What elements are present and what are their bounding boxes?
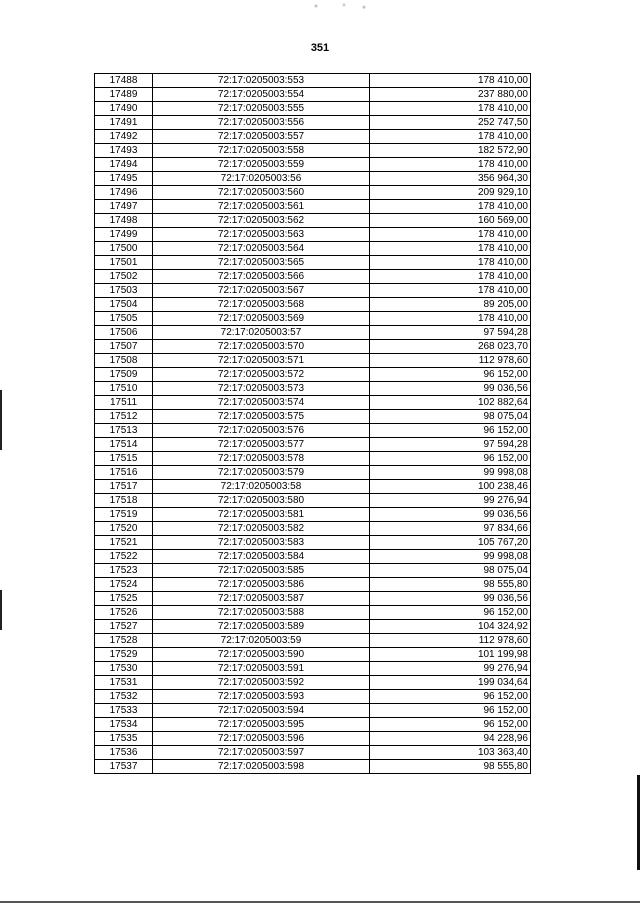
table-row bbox=[95, 480, 531, 494]
row-number-cell: 17500 bbox=[95, 242, 153, 256]
row-number-cell: 17498 bbox=[95, 214, 153, 228]
table-row bbox=[95, 536, 531, 550]
cadastral-number-cell: 72:17:0205003:569 bbox=[153, 312, 370, 326]
table-row bbox=[95, 508, 531, 522]
cadastral-value-cell: 99 036,56 bbox=[370, 508, 531, 522]
row-number-cell: 17526 bbox=[95, 606, 153, 620]
cadastral-number-cell: 72:17:0205003:592 bbox=[153, 676, 370, 690]
cadastral-value-cell: 252 747,50 bbox=[370, 116, 531, 130]
row-number-cell: 17529 bbox=[95, 648, 153, 662]
table-row bbox=[95, 242, 531, 256]
cadastral-number-cell: 72:17:0205003:559 bbox=[153, 158, 370, 172]
row-number-cell: 17509 bbox=[95, 368, 153, 382]
cadastral-number-cell: 72:17:0205003:581 bbox=[153, 508, 370, 522]
page-number: 351 bbox=[310, 42, 330, 54]
table-row bbox=[95, 326, 531, 340]
cadastral-value-cell: 105 767,20 bbox=[370, 536, 531, 550]
cadastral-value-cell: 102 882,64 bbox=[370, 396, 531, 410]
cadastral-value-cell: 98 075,04 bbox=[370, 410, 531, 424]
cadastral-number-cell: 72:17:0205003:561 bbox=[153, 200, 370, 214]
cadastral-value-cell: 98 555,80 bbox=[370, 578, 531, 592]
cadastral-value-cell: 98 555,80 bbox=[370, 760, 531, 774]
cadastral-value-cell: 178 410,00 bbox=[370, 284, 531, 298]
row-number-cell: 17519 bbox=[95, 508, 153, 522]
cadastral-number-cell: 72:17:0205003:554 bbox=[153, 88, 370, 102]
cadastral-number-cell: 72:17:0205003:568 bbox=[153, 298, 370, 312]
table-row bbox=[95, 424, 531, 438]
row-number-cell: 17495 bbox=[95, 172, 153, 186]
cadastral-number-cell: 72:17:0205003:574 bbox=[153, 396, 370, 410]
row-number-cell: 17530 bbox=[95, 662, 153, 676]
cadastral-value-cell: 178 410,00 bbox=[370, 74, 531, 88]
cadastral-number-cell: 72:17:0205003:567 bbox=[153, 284, 370, 298]
cadastral-number-cell: 72:17:0205003:572 bbox=[153, 368, 370, 382]
table-row bbox=[95, 634, 531, 648]
row-number-cell: 17507 bbox=[95, 340, 153, 354]
row-number-cell: 17537 bbox=[95, 760, 153, 774]
table-row bbox=[95, 648, 531, 662]
cadastral-number-cell: 72:17:0205003:582 bbox=[153, 522, 370, 536]
cadastral-value-cell: 178 410,00 bbox=[370, 102, 531, 116]
table-row bbox=[95, 340, 531, 354]
cadastral-number-cell: 72:17:0205003:589 bbox=[153, 620, 370, 634]
table-row bbox=[95, 466, 531, 480]
cadastral-number-cell: 72:17:0205003:590 bbox=[153, 648, 370, 662]
row-number-cell: 17503 bbox=[95, 284, 153, 298]
row-number-cell: 17504 bbox=[95, 298, 153, 312]
cadastral-value-cell: 209 929,10 bbox=[370, 186, 531, 200]
cadastral-number-cell: 72:17:0205003:564 bbox=[153, 242, 370, 256]
scan-edge-left-upper bbox=[0, 390, 2, 450]
row-number-cell: 17524 bbox=[95, 578, 153, 592]
cadastral-value-cell: 96 152,00 bbox=[370, 368, 531, 382]
row-number-cell: 17532 bbox=[95, 690, 153, 704]
row-number-cell: 17501 bbox=[95, 256, 153, 270]
row-number-cell: 17516 bbox=[95, 466, 153, 480]
cadastral-number-cell: 72:17:0205003:585 bbox=[153, 564, 370, 578]
row-number-cell: 17512 bbox=[95, 410, 153, 424]
scan-edge-left-lower bbox=[0, 590, 2, 630]
cadastral-value-cell: 104 324,92 bbox=[370, 620, 531, 634]
row-number-cell: 17514 bbox=[95, 438, 153, 452]
table-row bbox=[95, 676, 531, 690]
row-number-cell: 17502 bbox=[95, 270, 153, 284]
cadastral-value-cell: 199 034,64 bbox=[370, 676, 531, 690]
cadastral-number-cell: 72:17:0205003:59 bbox=[153, 634, 370, 648]
cadastral-value-cell: 237 880,00 bbox=[370, 88, 531, 102]
cadastral-number-cell: 72:17:0205003:594 bbox=[153, 704, 370, 718]
row-number-cell: 17506 bbox=[95, 326, 153, 340]
row-number-cell: 17533 bbox=[95, 704, 153, 718]
cadastral-value-cell: 178 410,00 bbox=[370, 270, 531, 284]
cadastral-number-cell: 72:17:0205003:578 bbox=[153, 452, 370, 466]
table-row bbox=[95, 620, 531, 634]
table-row bbox=[95, 214, 531, 228]
cadastral-number-cell: 72:17:0205003:553 bbox=[153, 74, 370, 88]
cadastral-value-cell: 101 199,98 bbox=[370, 648, 531, 662]
row-number-cell: 17515 bbox=[95, 452, 153, 466]
cadastral-value-cell: 99 036,56 bbox=[370, 592, 531, 606]
cadastral-number-cell: 72:17:0205003:596 bbox=[153, 732, 370, 746]
row-number-cell: 17523 bbox=[95, 564, 153, 578]
table-row bbox=[95, 186, 531, 200]
table-row bbox=[95, 396, 531, 410]
cadastral-value-cell: 178 410,00 bbox=[370, 228, 531, 242]
cadastral-number-cell: 72:17:0205003:560 bbox=[153, 186, 370, 200]
table-row bbox=[95, 116, 531, 130]
row-number-cell: 17521 bbox=[95, 536, 153, 550]
cadastral-value-cell: 268 023,70 bbox=[370, 340, 531, 354]
cadastral-value-cell: 96 152,00 bbox=[370, 704, 531, 718]
table-row bbox=[95, 564, 531, 578]
row-number-cell: 17505 bbox=[95, 312, 153, 326]
cadastral-value-cell: 103 363,40 bbox=[370, 746, 531, 760]
row-number-cell: 17520 bbox=[95, 522, 153, 536]
cadastral-number-cell: 72:17:0205003:593 bbox=[153, 690, 370, 704]
cadastral-number-cell: 72:17:0205003:58 bbox=[153, 480, 370, 494]
cadastral-value-cell: 89 205,00 bbox=[370, 298, 531, 312]
cadastral-number-cell: 72:17:0205003:563 bbox=[153, 228, 370, 242]
table-row bbox=[95, 382, 531, 396]
scan-noise-mark bbox=[300, 0, 380, 12]
table-row bbox=[95, 592, 531, 606]
cadastral-value-cell: 99 998,08 bbox=[370, 550, 531, 564]
cadastral-value-cell: 96 152,00 bbox=[370, 690, 531, 704]
cadastral-number-cell: 72:17:0205003:570 bbox=[153, 340, 370, 354]
row-number-cell: 17496 bbox=[95, 186, 153, 200]
table-row bbox=[95, 298, 531, 312]
table-row bbox=[95, 200, 531, 214]
cadastral-value-cell: 112 978,60 bbox=[370, 354, 531, 368]
row-number-cell: 17511 bbox=[95, 396, 153, 410]
cadastral-value-cell: 178 410,00 bbox=[370, 256, 531, 270]
table-row bbox=[95, 144, 531, 158]
cadastral-number-cell: 72:17:0205003:579 bbox=[153, 466, 370, 480]
cadastral-number-cell: 72:17:0205003:580 bbox=[153, 494, 370, 508]
cadastral-number-cell: 72:17:0205003:56 bbox=[153, 172, 370, 186]
table-row bbox=[95, 662, 531, 676]
cadastral-number-cell: 72:17:0205003:598 bbox=[153, 760, 370, 774]
cadastral-value-cell: 112 978,60 bbox=[370, 634, 531, 648]
cadastral-value-cell: 100 238,46 bbox=[370, 480, 531, 494]
table-row bbox=[95, 550, 531, 564]
cadastral-value-cell: 178 410,00 bbox=[370, 200, 531, 214]
cadastral-number-cell: 72:17:0205003:573 bbox=[153, 382, 370, 396]
row-number-cell: 17535 bbox=[95, 732, 153, 746]
cadastral-value-cell: 94 228,96 bbox=[370, 732, 531, 746]
table-row bbox=[95, 88, 531, 102]
cadastral-value-cell: 99 036,56 bbox=[370, 382, 531, 396]
table-row bbox=[95, 270, 531, 284]
row-number-cell: 17525 bbox=[95, 592, 153, 606]
cadastral-number-cell: 72:17:0205003:556 bbox=[153, 116, 370, 130]
cadastral-value-cell: 96 152,00 bbox=[370, 606, 531, 620]
table-row bbox=[95, 746, 531, 760]
cadastral-value-cell: 96 152,00 bbox=[370, 424, 531, 438]
cadastral-value-table bbox=[94, 73, 531, 774]
row-number-cell: 17513 bbox=[95, 424, 153, 438]
row-number-cell: 17531 bbox=[95, 676, 153, 690]
row-number-cell: 17522 bbox=[95, 550, 153, 564]
table-row bbox=[95, 130, 531, 144]
cadastral-number-cell: 72:17:0205003:566 bbox=[153, 270, 370, 284]
cadastral-value-cell: 96 152,00 bbox=[370, 452, 531, 466]
cadastral-number-cell: 72:17:0205003:588 bbox=[153, 606, 370, 620]
cadastral-number-cell: 72:17:0205003:587 bbox=[153, 592, 370, 606]
cadastral-number-cell: 72:17:0205003:565 bbox=[153, 256, 370, 270]
cadastral-value-cell: 182 572,90 bbox=[370, 144, 531, 158]
cadastral-number-cell: 72:17:0205003:576 bbox=[153, 424, 370, 438]
cadastral-number-cell: 72:17:0205003:562 bbox=[153, 214, 370, 228]
table-row bbox=[95, 312, 531, 326]
row-number-cell: 17488 bbox=[95, 74, 153, 88]
table-row bbox=[95, 578, 531, 592]
cadastral-number-cell: 72:17:0205003:558 bbox=[153, 144, 370, 158]
table-row bbox=[95, 438, 531, 452]
table-body bbox=[95, 74, 531, 774]
table-row bbox=[95, 494, 531, 508]
table-row bbox=[95, 690, 531, 704]
row-number-cell: 17492 bbox=[95, 130, 153, 144]
cadastral-number-cell: 72:17:0205003:571 bbox=[153, 354, 370, 368]
table-row bbox=[95, 228, 531, 242]
row-number-cell: 17493 bbox=[95, 144, 153, 158]
cadastral-value-cell: 97 594,28 bbox=[370, 438, 531, 452]
table-row bbox=[95, 172, 531, 186]
table-row bbox=[95, 74, 531, 88]
cadastral-value-cell: 178 410,00 bbox=[370, 130, 531, 144]
table-row bbox=[95, 158, 531, 172]
row-number-cell: 17494 bbox=[95, 158, 153, 172]
row-number-cell: 17490 bbox=[95, 102, 153, 116]
cadastral-value-cell: 96 152,00 bbox=[370, 718, 531, 732]
row-number-cell: 17534 bbox=[95, 718, 153, 732]
row-number-cell: 17518 bbox=[95, 494, 153, 508]
cadastral-number-cell: 72:17:0205003:586 bbox=[153, 578, 370, 592]
row-number-cell: 17497 bbox=[95, 200, 153, 214]
row-number-cell: 17499 bbox=[95, 228, 153, 242]
table-row bbox=[95, 368, 531, 382]
cadastral-number-cell: 72:17:0205003:575 bbox=[153, 410, 370, 424]
table-row bbox=[95, 284, 531, 298]
cadastral-number-cell: 72:17:0205003:597 bbox=[153, 746, 370, 760]
cadastral-value-cell: 178 410,00 bbox=[370, 158, 531, 172]
cadastral-value-cell: 356 964,30 bbox=[370, 172, 531, 186]
table-row bbox=[95, 732, 531, 746]
cadastral-value-cell: 160 569,00 bbox=[370, 214, 531, 228]
cadastral-value-cell: 97 834,66 bbox=[370, 522, 531, 536]
scan-edge-bottom bbox=[0, 901, 640, 903]
cadastral-value-cell: 99 276,94 bbox=[370, 662, 531, 676]
row-number-cell: 17508 bbox=[95, 354, 153, 368]
table-row bbox=[95, 256, 531, 270]
table-row bbox=[95, 354, 531, 368]
cadastral-number-cell: 72:17:0205003:583 bbox=[153, 536, 370, 550]
table-row bbox=[95, 452, 531, 466]
cadastral-number-cell: 72:17:0205003:577 bbox=[153, 438, 370, 452]
cadastral-value-cell: 178 410,00 bbox=[370, 312, 531, 326]
row-number-cell: 17536 bbox=[95, 746, 153, 760]
cadastral-number-cell: 72:17:0205003:557 bbox=[153, 130, 370, 144]
cadastral-value-cell: 99 276,94 bbox=[370, 494, 531, 508]
table-row bbox=[95, 606, 531, 620]
cadastral-number-cell: 72:17:0205003:555 bbox=[153, 102, 370, 116]
cadastral-value-cell: 97 594,28 bbox=[370, 326, 531, 340]
cadastral-number-cell: 72:17:0205003:57 bbox=[153, 326, 370, 340]
row-number-cell: 17528 bbox=[95, 634, 153, 648]
row-number-cell: 17491 bbox=[95, 116, 153, 130]
cadastral-value-cell: 98 075,04 bbox=[370, 564, 531, 578]
cadastral-number-cell: 72:17:0205003:584 bbox=[153, 550, 370, 564]
table-row bbox=[95, 102, 531, 116]
cadastral-value-cell: 99 998,08 bbox=[370, 466, 531, 480]
row-number-cell: 17489 bbox=[95, 88, 153, 102]
row-number-cell: 17517 bbox=[95, 480, 153, 494]
table-row bbox=[95, 522, 531, 536]
table-row bbox=[95, 718, 531, 732]
cadastral-number-cell: 72:17:0205003:591 bbox=[153, 662, 370, 676]
table-row bbox=[95, 760, 531, 774]
table-row bbox=[95, 410, 531, 424]
table-row bbox=[95, 704, 531, 718]
cadastral-number-cell: 72:17:0205003:595 bbox=[153, 718, 370, 732]
row-number-cell: 17510 bbox=[95, 382, 153, 396]
cadastral-value-cell: 178 410,00 bbox=[370, 242, 531, 256]
row-number-cell: 17527 bbox=[95, 620, 153, 634]
